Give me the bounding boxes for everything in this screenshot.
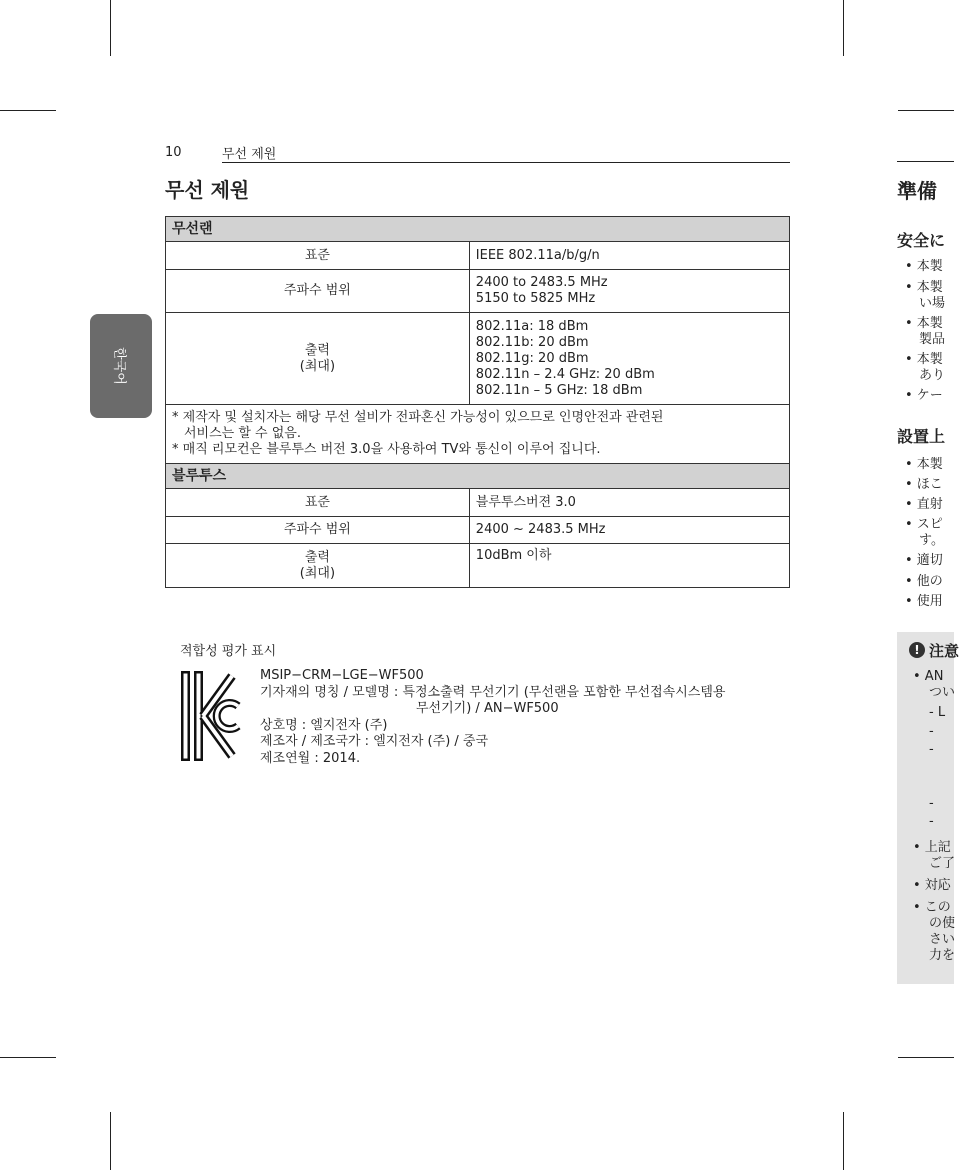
warning-icon: ! xyxy=(909,642,925,658)
label-line: (최대) xyxy=(299,565,336,581)
row-label: 주파수 범위 xyxy=(166,270,470,313)
conformity-line: 무선기기) / AN−WF500 xyxy=(416,701,559,716)
value-line: 10dBm 이하 xyxy=(475,548,552,563)
row-value xyxy=(469,313,789,405)
row-label xyxy=(166,544,470,588)
list-item: • 本製 xyxy=(905,457,943,472)
caution-title: 注意 xyxy=(929,642,959,660)
list-item: 力を xyxy=(929,948,956,963)
conformity-line: 기자재의 명칭 / 모델명 : 특정소출력 무선기기 (무선랜을 포함한 무선접속시스템용 xyxy=(260,684,726,700)
list-item: - xyxy=(929,724,934,739)
list-item: • 適切 xyxy=(905,553,943,568)
notes xyxy=(166,405,790,464)
adjacent-page-title: 準備 xyxy=(897,179,937,203)
value-line: 5150 to 5825 MHz xyxy=(475,291,596,306)
value-line: IEEE 802.11a/b/g/n xyxy=(475,247,600,263)
value-line: 블루투스버젼 3.0 xyxy=(475,494,576,510)
label-line: 출력 xyxy=(304,342,330,358)
list-item: さい xyxy=(929,932,956,947)
label-line: 출력 xyxy=(304,549,330,565)
value-line: 802.11a: 18 dBm xyxy=(475,318,589,334)
list-item: - xyxy=(929,742,934,757)
row-label xyxy=(166,313,470,405)
list-item: • 本製 xyxy=(905,259,943,274)
value-line: 802.11n – 2.4 GHz: 20 dBm xyxy=(475,366,655,382)
list-item: • ほこ xyxy=(905,477,943,492)
language-tab xyxy=(90,314,152,418)
value-line: 2400 ~ 2483.5 MHz xyxy=(475,522,606,537)
row-value xyxy=(469,489,789,517)
list-item: - xyxy=(929,814,934,829)
list-item: • この xyxy=(913,900,951,915)
list-item: い場 xyxy=(919,296,946,311)
language-tab-label: 한국어 xyxy=(111,347,127,385)
table-row xyxy=(166,242,790,270)
row-value xyxy=(469,544,789,588)
running-title: 무선 제원 xyxy=(222,147,277,162)
list-item: • 上記 xyxy=(913,840,951,855)
table-row xyxy=(166,270,790,313)
list-item: - L xyxy=(929,705,946,720)
table-row xyxy=(166,313,790,405)
list-item: - xyxy=(929,796,934,811)
list-item: あり xyxy=(919,368,946,383)
note-line: * 매직 리모컨은 블루투스 버전 3.0을 사용하여 TV와 통신이 이루어 집니다. xyxy=(172,442,601,457)
value-line: 802.11g: 20 dBm xyxy=(475,350,589,366)
list-item: す。 xyxy=(919,533,944,548)
note-line: * 제작자 및 설치자는 해당 무선 설비가 전파혼신 가능성이 있으므로 인명안전과 관련된 xyxy=(172,410,664,425)
crop-mark xyxy=(110,0,111,56)
row-value xyxy=(469,270,789,313)
conformity-heading: 적합성 평가 표시 xyxy=(180,644,277,659)
list-item: • AN xyxy=(913,669,944,684)
row-label: 표준 xyxy=(166,489,470,517)
conformity-info xyxy=(260,668,725,767)
list-item: • 対応 xyxy=(913,878,951,893)
list-item: つい xyxy=(929,685,956,700)
crop-mark xyxy=(0,1057,56,1058)
list-item: • 他の xyxy=(905,574,943,589)
list-item: • 本製 xyxy=(905,280,943,295)
crop-mark xyxy=(843,0,844,56)
value-line: 2400 to 2483.5 MHz xyxy=(475,275,608,290)
spec-table xyxy=(165,216,790,588)
crop-mark xyxy=(843,1112,844,1170)
header-rule xyxy=(222,162,790,163)
adjacent-page xyxy=(897,0,959,1170)
kc-mark-logo xyxy=(180,670,240,762)
list-item: • ケー xyxy=(905,388,943,403)
page-number: 10 xyxy=(165,145,182,160)
list-item: • 使用 xyxy=(905,594,943,609)
row-label: 표준 xyxy=(166,242,470,270)
note-row xyxy=(166,405,790,464)
table-row xyxy=(166,517,790,544)
list-item: • 直射 xyxy=(905,497,943,512)
bluetooth-heading: 블루투스 xyxy=(166,464,790,489)
section-header-row xyxy=(166,464,790,489)
caution-box xyxy=(897,632,959,984)
crop-mark xyxy=(110,1112,111,1170)
conformity-line: 상호명 : 엘지전자 (주) xyxy=(260,717,388,733)
wlan-heading: 무선랜 xyxy=(166,217,790,242)
label-line: (최대) xyxy=(299,358,336,374)
section-heading: 安全に xyxy=(897,231,946,250)
list-item: • スピ xyxy=(905,517,943,532)
crop-mark xyxy=(0,110,56,111)
conformity-line: 제조자 / 제조국가 : 엘지전자 (주) / 중국 xyxy=(260,734,489,749)
row-label: 주파수 범위 xyxy=(166,517,470,544)
list-item: • 本製 xyxy=(905,316,943,331)
table-row xyxy=(166,544,790,588)
list-item: 製品 xyxy=(919,332,946,347)
list-item: • 本製 xyxy=(905,352,943,367)
section-header-row xyxy=(166,217,790,242)
value-line: 802.11b: 20 dBm xyxy=(475,334,589,350)
value-line: 802.11n – 5 GHz: 18 dBm xyxy=(475,382,643,398)
page-title: 무선 제원 xyxy=(165,178,250,202)
list-item: の使 xyxy=(929,916,956,931)
note-line: 서비스는 할 수 없음. xyxy=(184,426,301,441)
row-value xyxy=(469,242,789,270)
header-rule xyxy=(897,161,954,162)
section-heading: 設置上 xyxy=(897,427,946,446)
table-row xyxy=(166,489,790,517)
list-item: ご了 xyxy=(929,856,956,871)
row-value xyxy=(469,517,789,544)
conformity-line: MSIP−CRM−LGE−WF500 xyxy=(260,668,424,683)
conformity-line: 제조연월 : 2014. xyxy=(260,750,361,766)
